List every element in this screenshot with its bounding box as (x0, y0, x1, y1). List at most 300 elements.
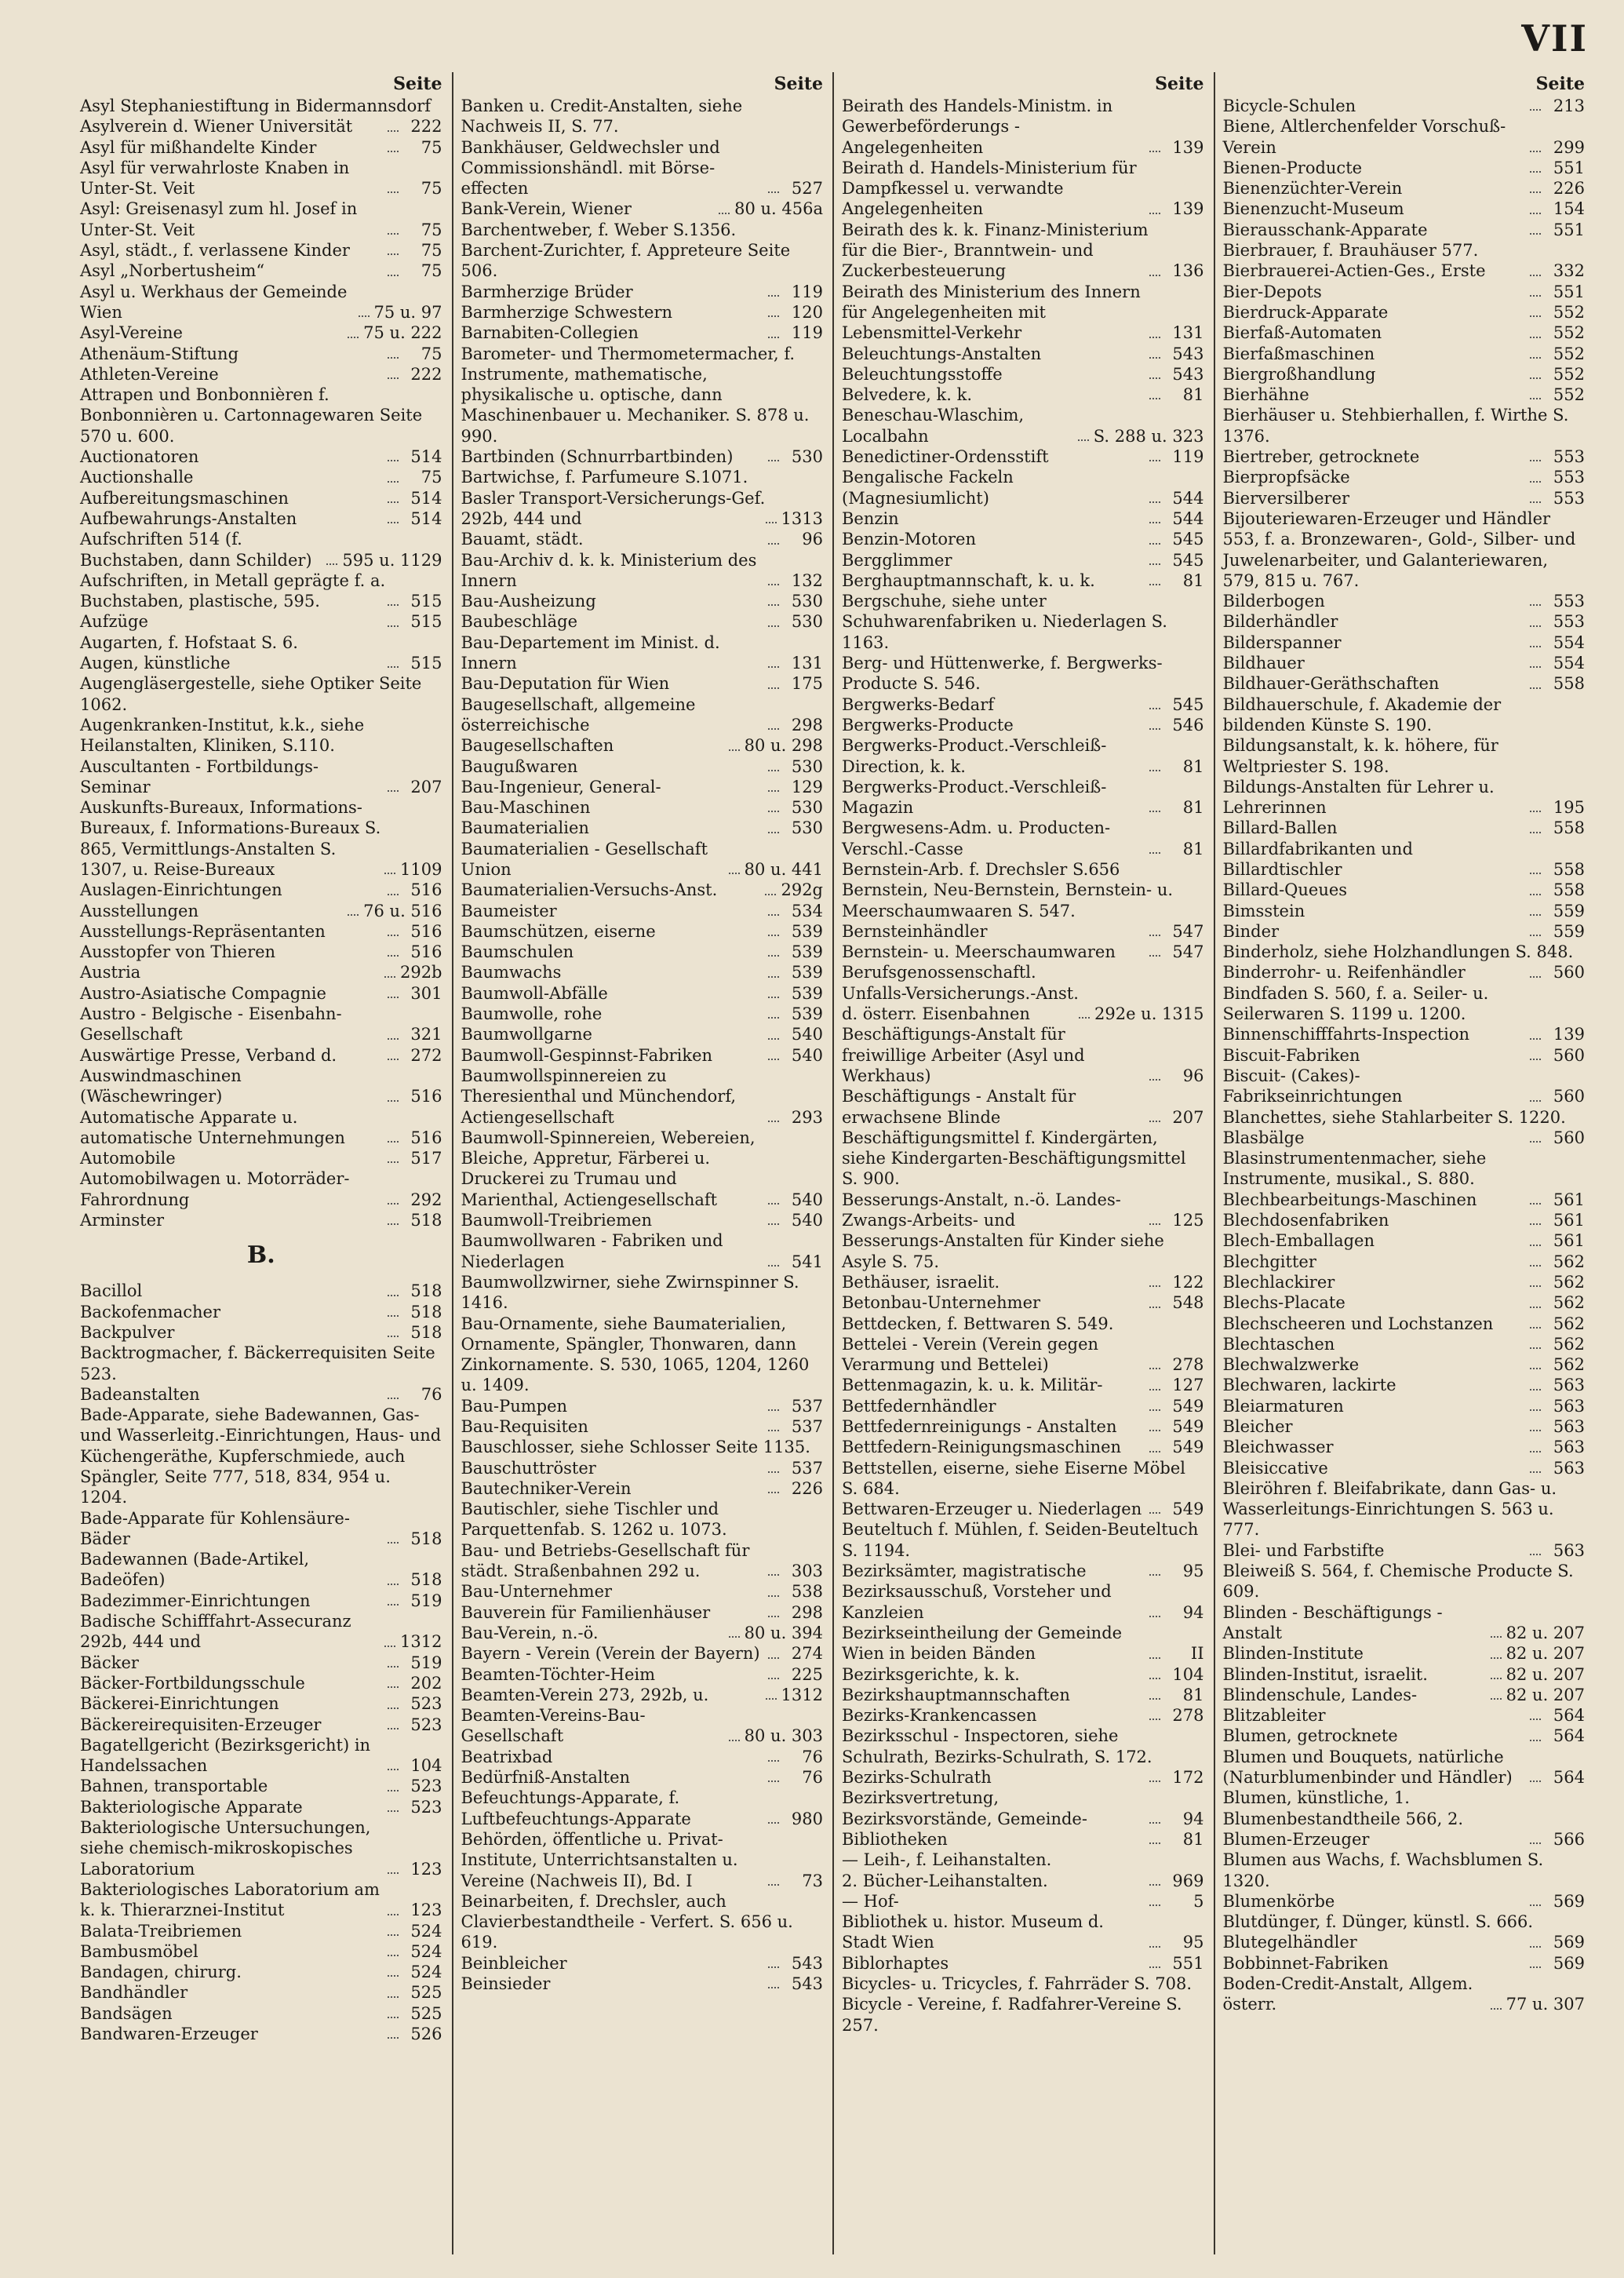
entry-term: Bauschlosser, siehe Schlosser Seite 1135. (461, 1438, 810, 1457)
index-entry (80, 158, 442, 199)
index-entry (842, 1190, 1204, 1231)
dot-leader (1530, 687, 1541, 689)
dot-leader (388, 1038, 399, 1040)
index-entry (80, 1653, 442, 1673)
index-entry (80, 632, 442, 653)
dot-leader (768, 790, 779, 792)
entry-page: 523 (410, 1777, 442, 1796)
dot-leader (768, 770, 779, 771)
entry-term: Bienenzucht-Museum (1222, 199, 1404, 219)
entry-page: 539 (791, 921, 823, 941)
index-entry (80, 1673, 442, 1693)
entry-page: 553 (1553, 612, 1585, 632)
entry-page: 82 u. 207 (1506, 1685, 1585, 1704)
entry-page: 75 u. 97 (373, 302, 442, 322)
entry-term: Blei- und Farbstifte (1222, 1540, 1385, 1560)
seite-header: Seite (1535, 74, 1585, 94)
dot-leader (1530, 1842, 1541, 1844)
dot-leader (1530, 481, 1541, 483)
entry-page: 559 (1553, 901, 1585, 920)
index-entry (461, 1004, 824, 1024)
dot-leader (1149, 357, 1160, 359)
entry-term: Asyl für verwahrloste Knaben in Unter-St. Veit (80, 158, 350, 199)
index-entry (80, 901, 442, 921)
dot-leader (768, 315, 779, 317)
entry-page: 569 (1553, 1891, 1585, 1911)
dot-leader (1149, 1657, 1160, 1659)
entry-page: 292b (399, 963, 442, 982)
dot-leader (1149, 501, 1160, 503)
entry-term: Bettdecken, f. Bettwaren S. 549. (842, 1314, 1114, 1333)
index-entry (1223, 1788, 1586, 1850)
entry-page: 1109 (400, 859, 442, 879)
index-entry (842, 158, 1204, 220)
entry-page: 518 (410, 1322, 442, 1342)
index-entry (80, 529, 442, 570)
index-entry (842, 446, 1204, 467)
entry-term: Bibliothek u. histor. Museum d. Stadt Wien (842, 1912, 1104, 1952)
dot-leader (1530, 1554, 1541, 1555)
index-entry (80, 1611, 442, 1653)
index-entry (461, 137, 824, 199)
dot-leader (768, 191, 779, 193)
dot-leader (388, 501, 399, 503)
index-entry (842, 1581, 1204, 1623)
dot-leader (1530, 1451, 1541, 1452)
entry-term: Bandwaren-Erzeuger (80, 2025, 258, 2044)
dot-leader (388, 481, 399, 483)
entry-term: Bierversilberer (1222, 488, 1350, 508)
entry-page: 539 (791, 983, 823, 1003)
index-entry (842, 1458, 1204, 1500)
entry-page: II (1190, 1644, 1204, 1664)
index-entry (842, 1375, 1204, 1395)
index-entry (842, 1086, 1204, 1128)
dot-leader (1530, 1409, 1541, 1411)
entry-term: Blumen, künstliche, 1. Blumenbestandtheile 566, 2. Blumen-Erzeuger (1222, 1788, 1464, 1849)
entry-term: Blechs-Placate (1222, 1293, 1345, 1313)
entry-term: Binderrohr- u. Reifenhändler (1222, 963, 1466, 982)
entry-term: Bildhauer (1222, 654, 1305, 673)
index-entry (461, 632, 824, 674)
entry-term: — Hof- (842, 1891, 899, 1911)
entry-page: 538 (791, 1582, 823, 1602)
entry-term: Auswärtige Presse, Verband d. (80, 1045, 337, 1065)
dot-leader (388, 1141, 399, 1143)
entry-term: Bernstein, Neu-Bernstein, Bernstein- u. Meerschaumwaaren S. 547. (842, 880, 1174, 920)
index-entry (461, 921, 824, 942)
index-entry (842, 550, 1204, 570)
entry-page: 81 (1182, 1829, 1204, 1849)
entry-page: 562 (1553, 1252, 1585, 1271)
entry-term: 2. Bücher-Leihanstalten. (842, 1871, 1048, 1890)
entry-page: 543 (1172, 344, 1204, 363)
entry-term: Bautechniker-Verein (461, 1478, 632, 1498)
index-entry (1223, 1024, 1586, 1044)
index-entry (461, 323, 824, 343)
entry-term: Aufbereitungsmaschinen (80, 488, 289, 508)
dot-leader (768, 1595, 779, 1597)
entry-term: Bezirksschul - Inspectoren, siehe Schulrath, Bezirks-Schulrath, S. 172. (842, 1726, 1152, 1766)
entry-page: 81 (1182, 1685, 1204, 1704)
dot-leader (768, 295, 779, 297)
entry-term: Bierdruck-Apparate (1222, 302, 1389, 322)
index-entry (80, 653, 442, 673)
entry-page: 524 (410, 1963, 442, 1982)
dot-leader (388, 2017, 399, 2018)
dot-leader (1530, 1265, 1541, 1267)
index-entry (1223, 282, 1586, 302)
entry-term: Bethäuser, israelit. (842, 1272, 1000, 1292)
entry-page: 595 u. 1129 (342, 550, 442, 570)
entry-page: 172 (1172, 1768, 1204, 1788)
entry-term: Auswindmaschinen (Wäschewringer) (80, 1066, 242, 1106)
index-entry (80, 1982, 442, 2003)
index-entry (80, 1921, 442, 1941)
dot-leader (388, 1686, 399, 1688)
dot-leader (1530, 295, 1541, 297)
index-entry (842, 921, 1204, 942)
dot-leader (768, 728, 779, 730)
entry-page: 543 (791, 1974, 823, 1994)
index-entry (842, 467, 1204, 508)
entry-term: Biertreber, getrocknete (1222, 447, 1420, 467)
entry-term: Beschäftigungs - Anstalt für erwachsene Blinde (842, 1087, 1076, 1127)
entry-page: 517 (410, 1149, 442, 1168)
index-entry (842, 1024, 1204, 1086)
index-entry (1223, 261, 1586, 281)
entry-term: Baumwollwaren - Fabriken und Niederlagen (461, 1231, 723, 1271)
index-entry (461, 983, 824, 1004)
entry-page: 530 (791, 798, 823, 818)
index-entry (80, 1302, 442, 1322)
index-entry (1223, 1705, 1586, 1726)
entry-term: Bezirksausschuß, Vorsteher und Kanzleien (842, 1582, 1112, 1622)
index-entry (461, 446, 824, 467)
index-entry (461, 777, 824, 797)
index-entry (461, 488, 824, 530)
entry-page: 119 (791, 323, 823, 343)
dot-leader (388, 1790, 399, 1791)
entry-page: 541 (791, 1252, 823, 1271)
entry-page: 561 (1553, 1211, 1585, 1230)
dot-leader (388, 666, 399, 668)
entry-term: Blumen und Bouquets, natürliche (Naturblumenbinder und Händler) (1222, 1747, 1513, 1788)
entry-term: Blechbearbeitungs-Maschinen (1222, 1190, 1477, 1209)
index-entry (461, 1767, 824, 1788)
entry-page: 563 (1553, 1417, 1585, 1436)
entry-term: Besserungs-Anstalten für Kinder siehe Asyle S. 75. (842, 1231, 1164, 1271)
dot-leader (1149, 1884, 1160, 1886)
entry-term: Befeuchtungs-Apparate, f. Luftbefeuchtungs-Apparate (461, 1788, 691, 1828)
entry-page: 534 (791, 901, 823, 920)
entry-page: 562 (1553, 1334, 1585, 1354)
index-entry (461, 282, 824, 302)
index-entry (1223, 1850, 1586, 1891)
entry-term: Bettfedern-Reinigungsmaschinen (842, 1438, 1122, 1457)
entry-page: 202 (410, 1673, 442, 1693)
dot-leader (768, 1471, 779, 1473)
entry-term: Austro - Belgische - Eisenbahn-Gesellschaft (80, 1004, 342, 1044)
entry-term: Bergwerks-Producte (842, 715, 1014, 734)
dot-leader (1149, 377, 1160, 379)
dot-leader (388, 1315, 399, 1317)
entry-term: Baumwoll-Treibriemen (461, 1211, 652, 1230)
entry-page: 76 (802, 1768, 823, 1788)
entry-term: Bäckereirequisiten-Erzeuger (80, 1715, 322, 1734)
entry-term: Bleiröhren f. Bleifabrikate, dann Gas- u. Wasserleitungs-Einrichtungen S. 563 u. 777. (1222, 1478, 1557, 1540)
index-entry (461, 1581, 824, 1602)
entry-term: Boden-Credit-Anstalt, Allgem. österr. (1222, 1974, 1473, 2014)
index-entry (80, 756, 442, 798)
entry-term: Binderholz, siehe Holzhandlungen S. 848. (1222, 942, 1574, 962)
entry-term: Blechwalzwerke (1222, 1355, 1360, 1375)
index-entry (842, 220, 1204, 282)
entry-page: 543 (1172, 364, 1204, 384)
index-entry (1223, 1891, 1586, 1912)
index-entry (1223, 1912, 1586, 1932)
dot-leader (1078, 439, 1089, 441)
index-entry (80, 1508, 442, 1550)
entry-term: Barchent-Zurichter, f. Appreteure Seite 506. (461, 241, 791, 281)
entry-term: Bleicher (1222, 1417, 1293, 1436)
dot-leader (388, 130, 399, 132)
dot-leader (1530, 460, 1541, 461)
entry-page: 120 (791, 302, 823, 322)
index-entry (842, 1767, 1204, 1788)
entry-term: Bezirkshauptmannschaften (842, 1685, 1070, 1704)
entry-term: Baumwoll-Spinnereien, Webereien, Bleiche, Appretur, Färberei u. Druckerei zu Trumau und Marienthal, Actiengesellschaft (461, 1128, 756, 1209)
entry-term: Barmherzige Brüder (461, 282, 633, 301)
index-entry (1223, 1314, 1586, 1334)
dot-leader (1530, 1141, 1541, 1143)
entry-page: 75 (421, 179, 442, 199)
entry-term: Asyl für mißhandelte Kinder (80, 137, 317, 157)
index-entry (1223, 116, 1586, 158)
index-entry (461, 839, 824, 880)
entry-term: Bobbinnet-Fabriken (1222, 1953, 1389, 1973)
index-entry (461, 1664, 824, 1685)
index-entry (1223, 1664, 1586, 1685)
dot-leader (1530, 666, 1541, 668)
index-entry (80, 261, 442, 281)
dot-leader (766, 522, 777, 523)
entry-page: 558 (1553, 880, 1585, 900)
entry-term: Bau-Requisiten (461, 1417, 588, 1436)
index-entry (1223, 1747, 1586, 1788)
index-entry (80, 797, 442, 880)
dot-leader (388, 1336, 399, 1337)
index-entry (1223, 1540, 1586, 1561)
entry-page: 540 (791, 1190, 823, 1209)
entry-term: Billard-Ballen (1222, 818, 1338, 838)
entry-term: Baugußwaren (461, 756, 578, 776)
entry-term: Asyl „Norbertusheim“ (80, 261, 265, 281)
dot-leader (388, 1934, 399, 1936)
index-entry (80, 1693, 442, 1714)
entry-term: Baumaterialien-Versuchs-Anst. (461, 880, 718, 900)
entry-page: 564 (1553, 1726, 1585, 1746)
entry-term: Beneschau-Wlaschim, Localbahn (842, 406, 1025, 446)
entry-page: 566 (1553, 1829, 1585, 1849)
entry-term: Barmherzige Schwestern (461, 302, 673, 322)
dot-leader (1530, 1740, 1541, 1741)
dot-leader (1530, 1223, 1541, 1225)
entry-term: Blechdosenfabriken (1222, 1211, 1389, 1230)
dot-leader (1530, 1719, 1541, 1720)
index-entry (842, 529, 1204, 549)
dot-leader (1149, 275, 1160, 276)
entry-term: Bergwerks-Bedarf (842, 694, 995, 714)
entry-page: 82 u. 207 (1506, 1644, 1585, 1664)
entry-page: 75 (421, 220, 442, 239)
index-entry (1223, 1107, 1586, 1128)
dot-leader (1530, 1203, 1541, 1205)
dot-leader (768, 955, 779, 957)
dot-leader (1149, 1430, 1160, 1431)
entry-term: Backpulver (80, 1322, 175, 1342)
entry-term: Bezirks-Schulrath (842, 1768, 992, 1788)
entry-term: Bau-Ingenieur, General- (461, 777, 661, 796)
dot-leader (1149, 1946, 1160, 1948)
index-entry (461, 901, 824, 921)
index-entry (461, 962, 824, 982)
index-entry (1223, 1230, 1586, 1251)
dot-leader (768, 1780, 779, 1782)
entry-term: Behörden, öffentliche u. Privat-Institute, Unterrichtsanstalten u. Vereine (Nachweis II), Bd. I (461, 1829, 738, 1890)
entry-page: 76 u. 516 (363, 901, 442, 920)
entry-page: 530 (791, 447, 823, 467)
index-entry (80, 983, 442, 1004)
entry-term: Bildungs-Anstalten für Lehrer u. Lehrerinnen (1222, 777, 1495, 818)
dot-leader (768, 1492, 779, 1493)
entry-page: 515 (410, 592, 442, 611)
index-entry (80, 1549, 442, 1591)
entry-page: 551 (1553, 158, 1585, 177)
entry-page: 131 (791, 654, 823, 673)
dot-leader (1149, 1719, 1160, 1720)
entry-page: 195 (1553, 798, 1585, 818)
entry-term: Beatrixbad (461, 1747, 553, 1766)
entry-term: Bakteriologische Untersuchungen, siehe chemisch-mikroskopisches Laboratorium (80, 1818, 371, 1879)
entry-page: 81 (1182, 570, 1204, 590)
entry-term: Bauschuttröster (461, 1458, 596, 1478)
index-entry (80, 1817, 442, 1879)
index-entry (461, 694, 824, 736)
index-entry (461, 1623, 824, 1643)
index-entry (1223, 323, 1586, 343)
entry-page: 562 (1553, 1355, 1585, 1375)
entry-page: 563 (1553, 1396, 1585, 1416)
index-entry (1223, 220, 1586, 240)
index-entry (1223, 1334, 1586, 1354)
index-entry (80, 1322, 442, 1343)
entry-term: Bartbinden (Schnurrbartbinden) (461, 447, 734, 467)
index-entry (80, 1962, 442, 1982)
index-entry (1223, 1066, 1586, 1107)
entry-term: Blinden - Beschäftigungs - Anstalt (1222, 1602, 1443, 1642)
dot-leader (388, 1955, 399, 1956)
entry-page: 131 (1172, 323, 1204, 343)
index-columns (72, 72, 1594, 2254)
entry-page: 563 (1553, 1438, 1585, 1457)
entry-page: 530 (791, 756, 823, 776)
entry-term: Bierfaß-Automaten (1222, 323, 1382, 343)
entry-term: Barnabiten-Collegien (461, 323, 639, 343)
entry-page: 75 (421, 468, 442, 487)
entry-page: 75 u. 222 (363, 323, 442, 343)
entry-term: Auctionshalle (80, 468, 194, 487)
entry-page: 77 u. 307 (1506, 1995, 1585, 2014)
entry-term: Baumschulen (461, 942, 574, 962)
entry-term: Bauverein für Familienhäuser (461, 1602, 711, 1622)
entry-term: Asyl u. Werkhaus der Gemeinde Wien (80, 282, 348, 322)
entry-page: 73 (802, 1871, 823, 1890)
index-entry (1223, 1375, 1586, 1395)
entry-page: 139 (1172, 137, 1204, 157)
index-entry (80, 2024, 442, 2044)
entry-term: Besserungs-Anstalt, n.-ö. Landes-Zwangs-Arbeits- und (842, 1190, 1121, 1230)
entry-term: Blindenschule, Landes- (1222, 1685, 1418, 1704)
entry-term: Asyl, städt., f. verlassene Kinder (80, 241, 350, 261)
dot-leader (1530, 1430, 1541, 1431)
dot-leader (1149, 1223, 1160, 1225)
dot-leader (1530, 1038, 1541, 1040)
dot-leader (1149, 1780, 1160, 1782)
index-entry (1223, 158, 1586, 178)
dot-leader (1149, 1389, 1160, 1390)
entry-term: Arminster (80, 1211, 165, 1230)
entry-page: 516 (410, 921, 442, 941)
dot-leader (1530, 1307, 1541, 1308)
index-entry (1223, 96, 1586, 116)
entry-page: 558 (1553, 818, 1585, 838)
index-entry (1223, 632, 1586, 653)
entry-term: Bernstein- u. Meerschaumwaren (842, 942, 1116, 962)
entry-page: 75 (421, 261, 442, 281)
entry-term: Auslagen-Einrichtungen (80, 880, 282, 900)
dot-leader (1530, 914, 1541, 916)
dot-leader (719, 213, 730, 214)
entry-page: 95 (1182, 1562, 1204, 1581)
entry-term: Biblorhaptes (842, 1953, 949, 1973)
entry-term: Baugesellschaften (461, 736, 614, 756)
entry-page: 80 u. 394 (744, 1623, 823, 1642)
entry-page: 562 (1553, 1314, 1585, 1333)
entry-page: 560 (1553, 1045, 1585, 1065)
entry-page: 94 (1182, 1602, 1204, 1622)
dot-leader (729, 1740, 740, 1741)
dot-leader (1149, 1307, 1160, 1308)
dot-leader (1149, 770, 1160, 771)
dot-leader (1530, 315, 1541, 317)
entry-page: 514 (410, 488, 442, 508)
dot-leader (1149, 460, 1160, 461)
entry-term: Bäckerei-Einrichtungen (80, 1694, 279, 1714)
index-entry (461, 735, 824, 756)
index-entry (80, 1591, 442, 1611)
entry-page: 292g (781, 880, 823, 900)
index-entry (80, 1210, 442, 1230)
index-entry (1223, 1045, 1586, 1066)
entry-page: 119 (791, 282, 823, 301)
entry-term: Bettstellen, eiserne, siehe Eiserne Möbel S. 684. (842, 1458, 1186, 1498)
dot-leader (768, 811, 779, 812)
entry-page: 561 (1553, 1190, 1585, 1209)
index-entry (842, 1788, 1204, 1829)
entry-term: Bergwerks-Product.-Verschleiß-Direction, k. k. (842, 736, 1107, 776)
index-entry (80, 1797, 442, 1817)
